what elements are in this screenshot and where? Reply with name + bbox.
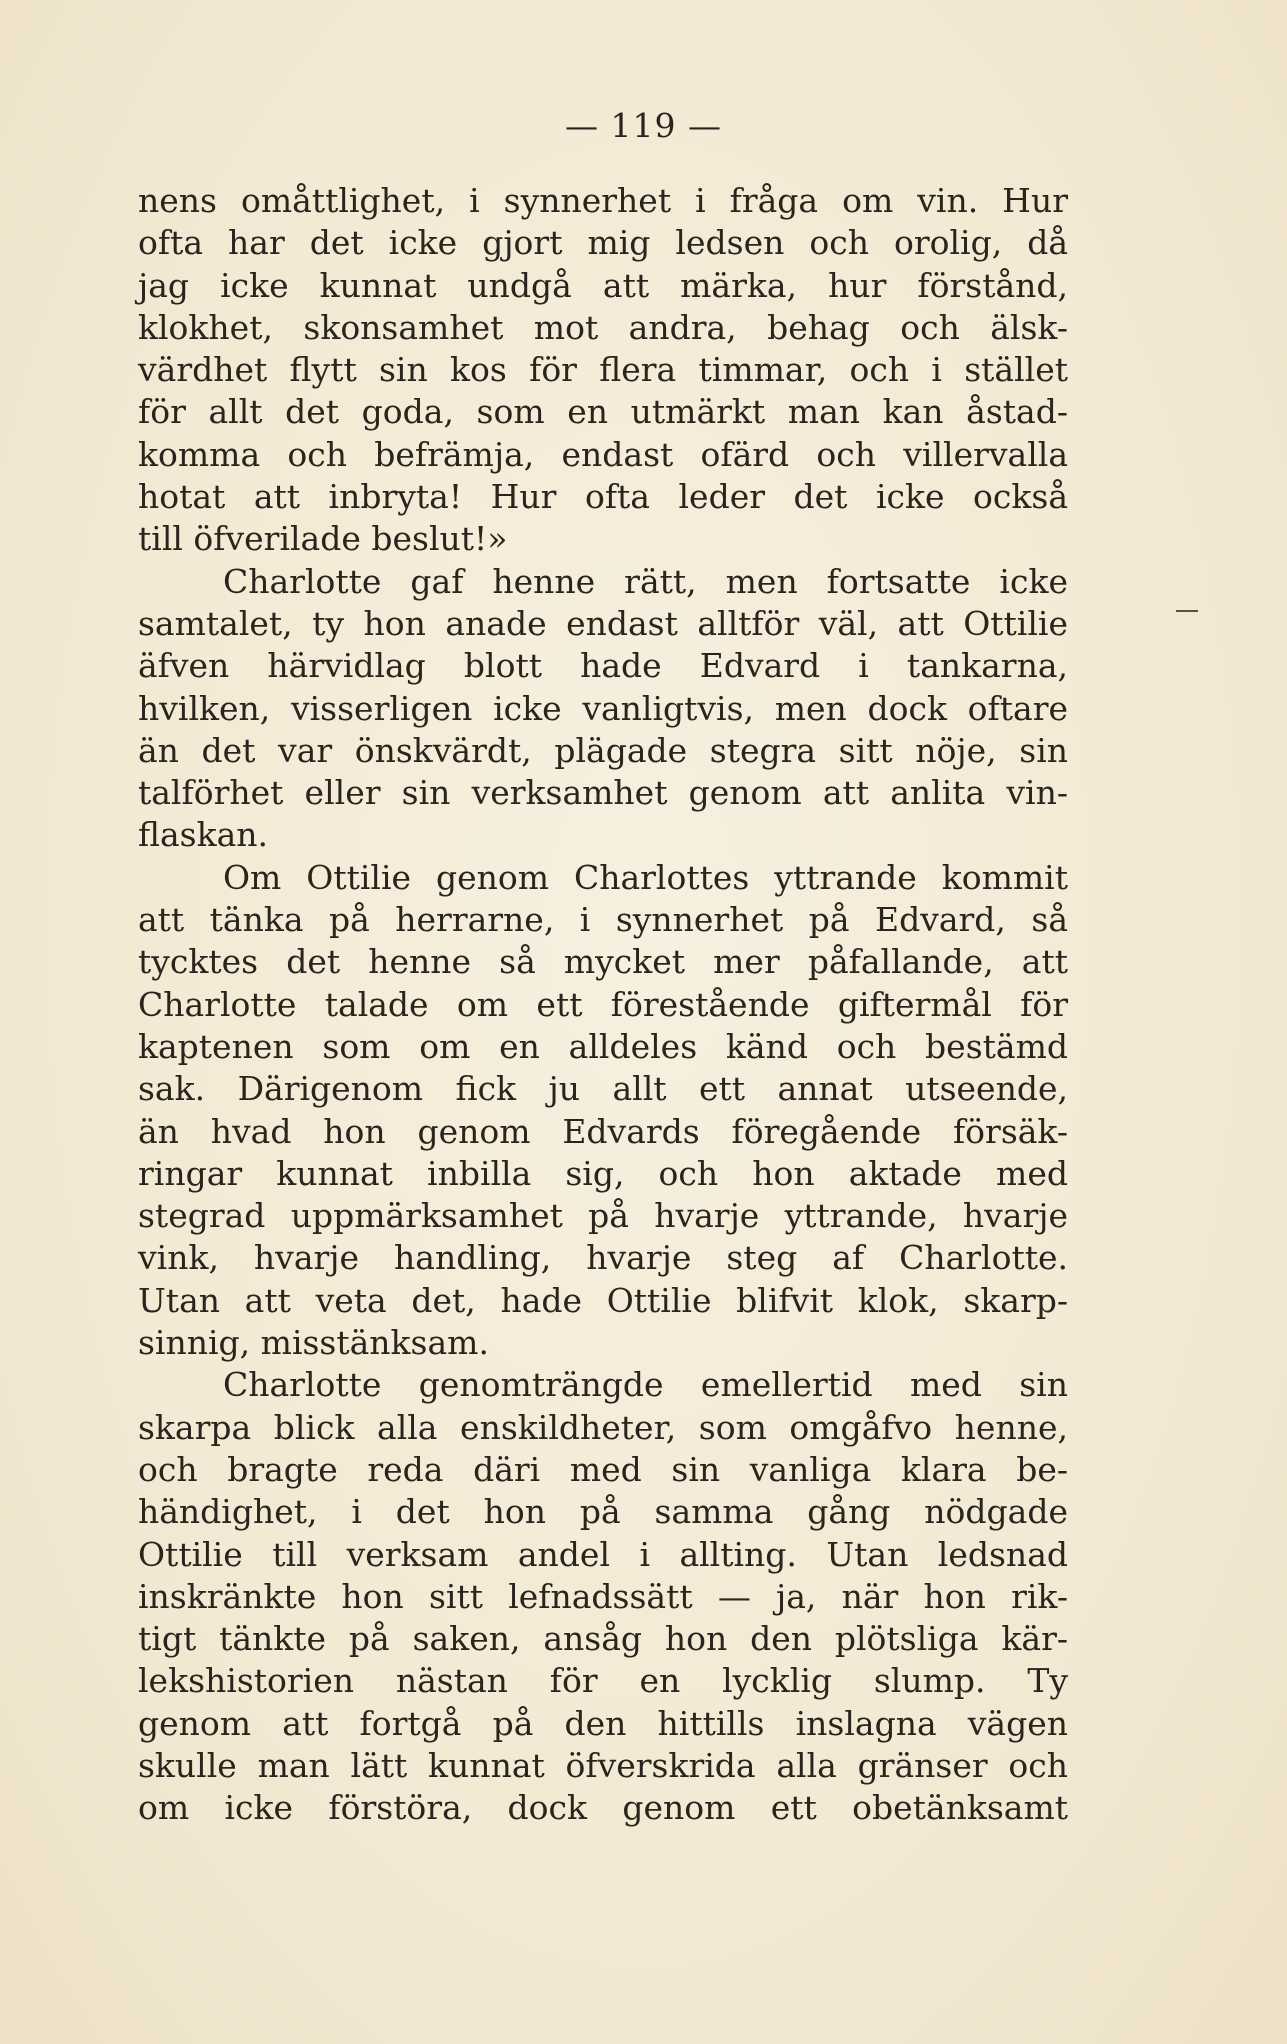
text-line: äfven härvidlag blott hade Edvard i tankarna, [138, 646, 1068, 686]
text-line: flaskan. [138, 815, 269, 855]
text-line: sak. Därigenom fick ju allt ett annat utseende, [138, 1069, 1068, 1109]
body-text [138, 180, 1068, 1830]
text-line: genom att fortgå på den hittills inslagna vägen [138, 1703, 1068, 1743]
text-line: händighet, i det hon på samma gång nödgade [138, 1492, 1068, 1532]
text-line: än hvad hon genom Edvards föregående försäk- [138, 1111, 1068, 1151]
text-line: ringar kunnat inbilla sig, och hon aktade med [138, 1153, 1068, 1193]
text-line: värdhet flytt sin kos för flera timmar, och i stället [138, 350, 1068, 390]
text-line: Charlotte talade om ett förestående giftermål för [138, 984, 1068, 1024]
text-line: samtalet, ty hon anade endast alltför väl, att Ottilie [138, 603, 1068, 643]
page-number: — 119 — [565, 106, 722, 145]
text-line: om icke förstöra, dock genom ett obetänksamt [138, 1788, 1068, 1828]
text-line: tigt tänkte på saken, ansåg hon den plötsliga kär- [138, 1619, 1068, 1659]
text-line: Utan att veta det, hade Ottilie blifvit klok, skarp- [138, 1280, 1068, 1320]
text-line: Om Ottilie genom Charlottes yttrande kommit [223, 857, 1068, 897]
text-line: Charlotte gaf henne rätt, men fortsatte icke [223, 561, 1068, 601]
text-line: stegrad uppmärksamhet på hvarje yttrande, hvarje [138, 1196, 1068, 1236]
text-line: skarpa blick alla enskildheter, som omgåfvo henne, [138, 1407, 1068, 1447]
text-line: klokhet, skonsamhet mot andra, behag och älsk- [138, 307, 1068, 347]
text-line: ofta har det icke gjort mig ledsen och orolig, då [138, 223, 1068, 263]
text-line: hvilken, visserligen icke vanligtvis, men dock oftare [138, 688, 1068, 728]
text-line: tycktes det henne så mycket mer påfallande, att [138, 942, 1068, 982]
text-line: Ottilie till verksam andel i allting. Utan ledsnad [138, 1534, 1068, 1574]
text-line: och bragte reda däri med sin vanliga klara be- [138, 1449, 1068, 1489]
text-line: skulle man lätt kunnat öfverskrida alla gränser och [138, 1745, 1068, 1785]
text-line: nens omåttlighet, i synnerhet i fråga om vin. Hur [138, 181, 1068, 220]
text-line: talförhet eller sin verksamhet genom att anlita vin- [138, 773, 1068, 813]
text-line: att tänka på herrarne, i synnerhet på Edvard, så [138, 900, 1068, 940]
text-line: komma och befrämja, endast ofärd och villervalla [138, 434, 1068, 474]
margin-mark [1176, 610, 1198, 612]
text-line: jag icke kunnat undgå att märka, hur förstånd, [138, 265, 1068, 305]
text-line: Charlotte genomträngde emellertid med sin [223, 1365, 1068, 1405]
text-line: lekshistorien nästan för en lycklig slump. Ty [138, 1661, 1068, 1701]
text-line: till öfverilade beslut!» [138, 519, 508, 559]
text-line: än det var önskvärdt, plägade stegra sitt nöje, sin [138, 730, 1068, 770]
text-line: sinnig, misstänksam. [138, 1323, 489, 1363]
text-line: inskränkte hon sitt lefnadssätt — ja, när hon rik- [138, 1576, 1068, 1616]
text-line: vink, hvarje handling, hvarje steg af Charlotte. [138, 1238, 1068, 1278]
text-line: hotat att inbryta! Hur ofta leder det icke också [138, 477, 1068, 517]
text-line: kaptenen som om en alldeles känd och bestämd [138, 1026, 1068, 1066]
text-line: för allt det goda, som en utmärkt man kan åstad- [138, 392, 1068, 432]
